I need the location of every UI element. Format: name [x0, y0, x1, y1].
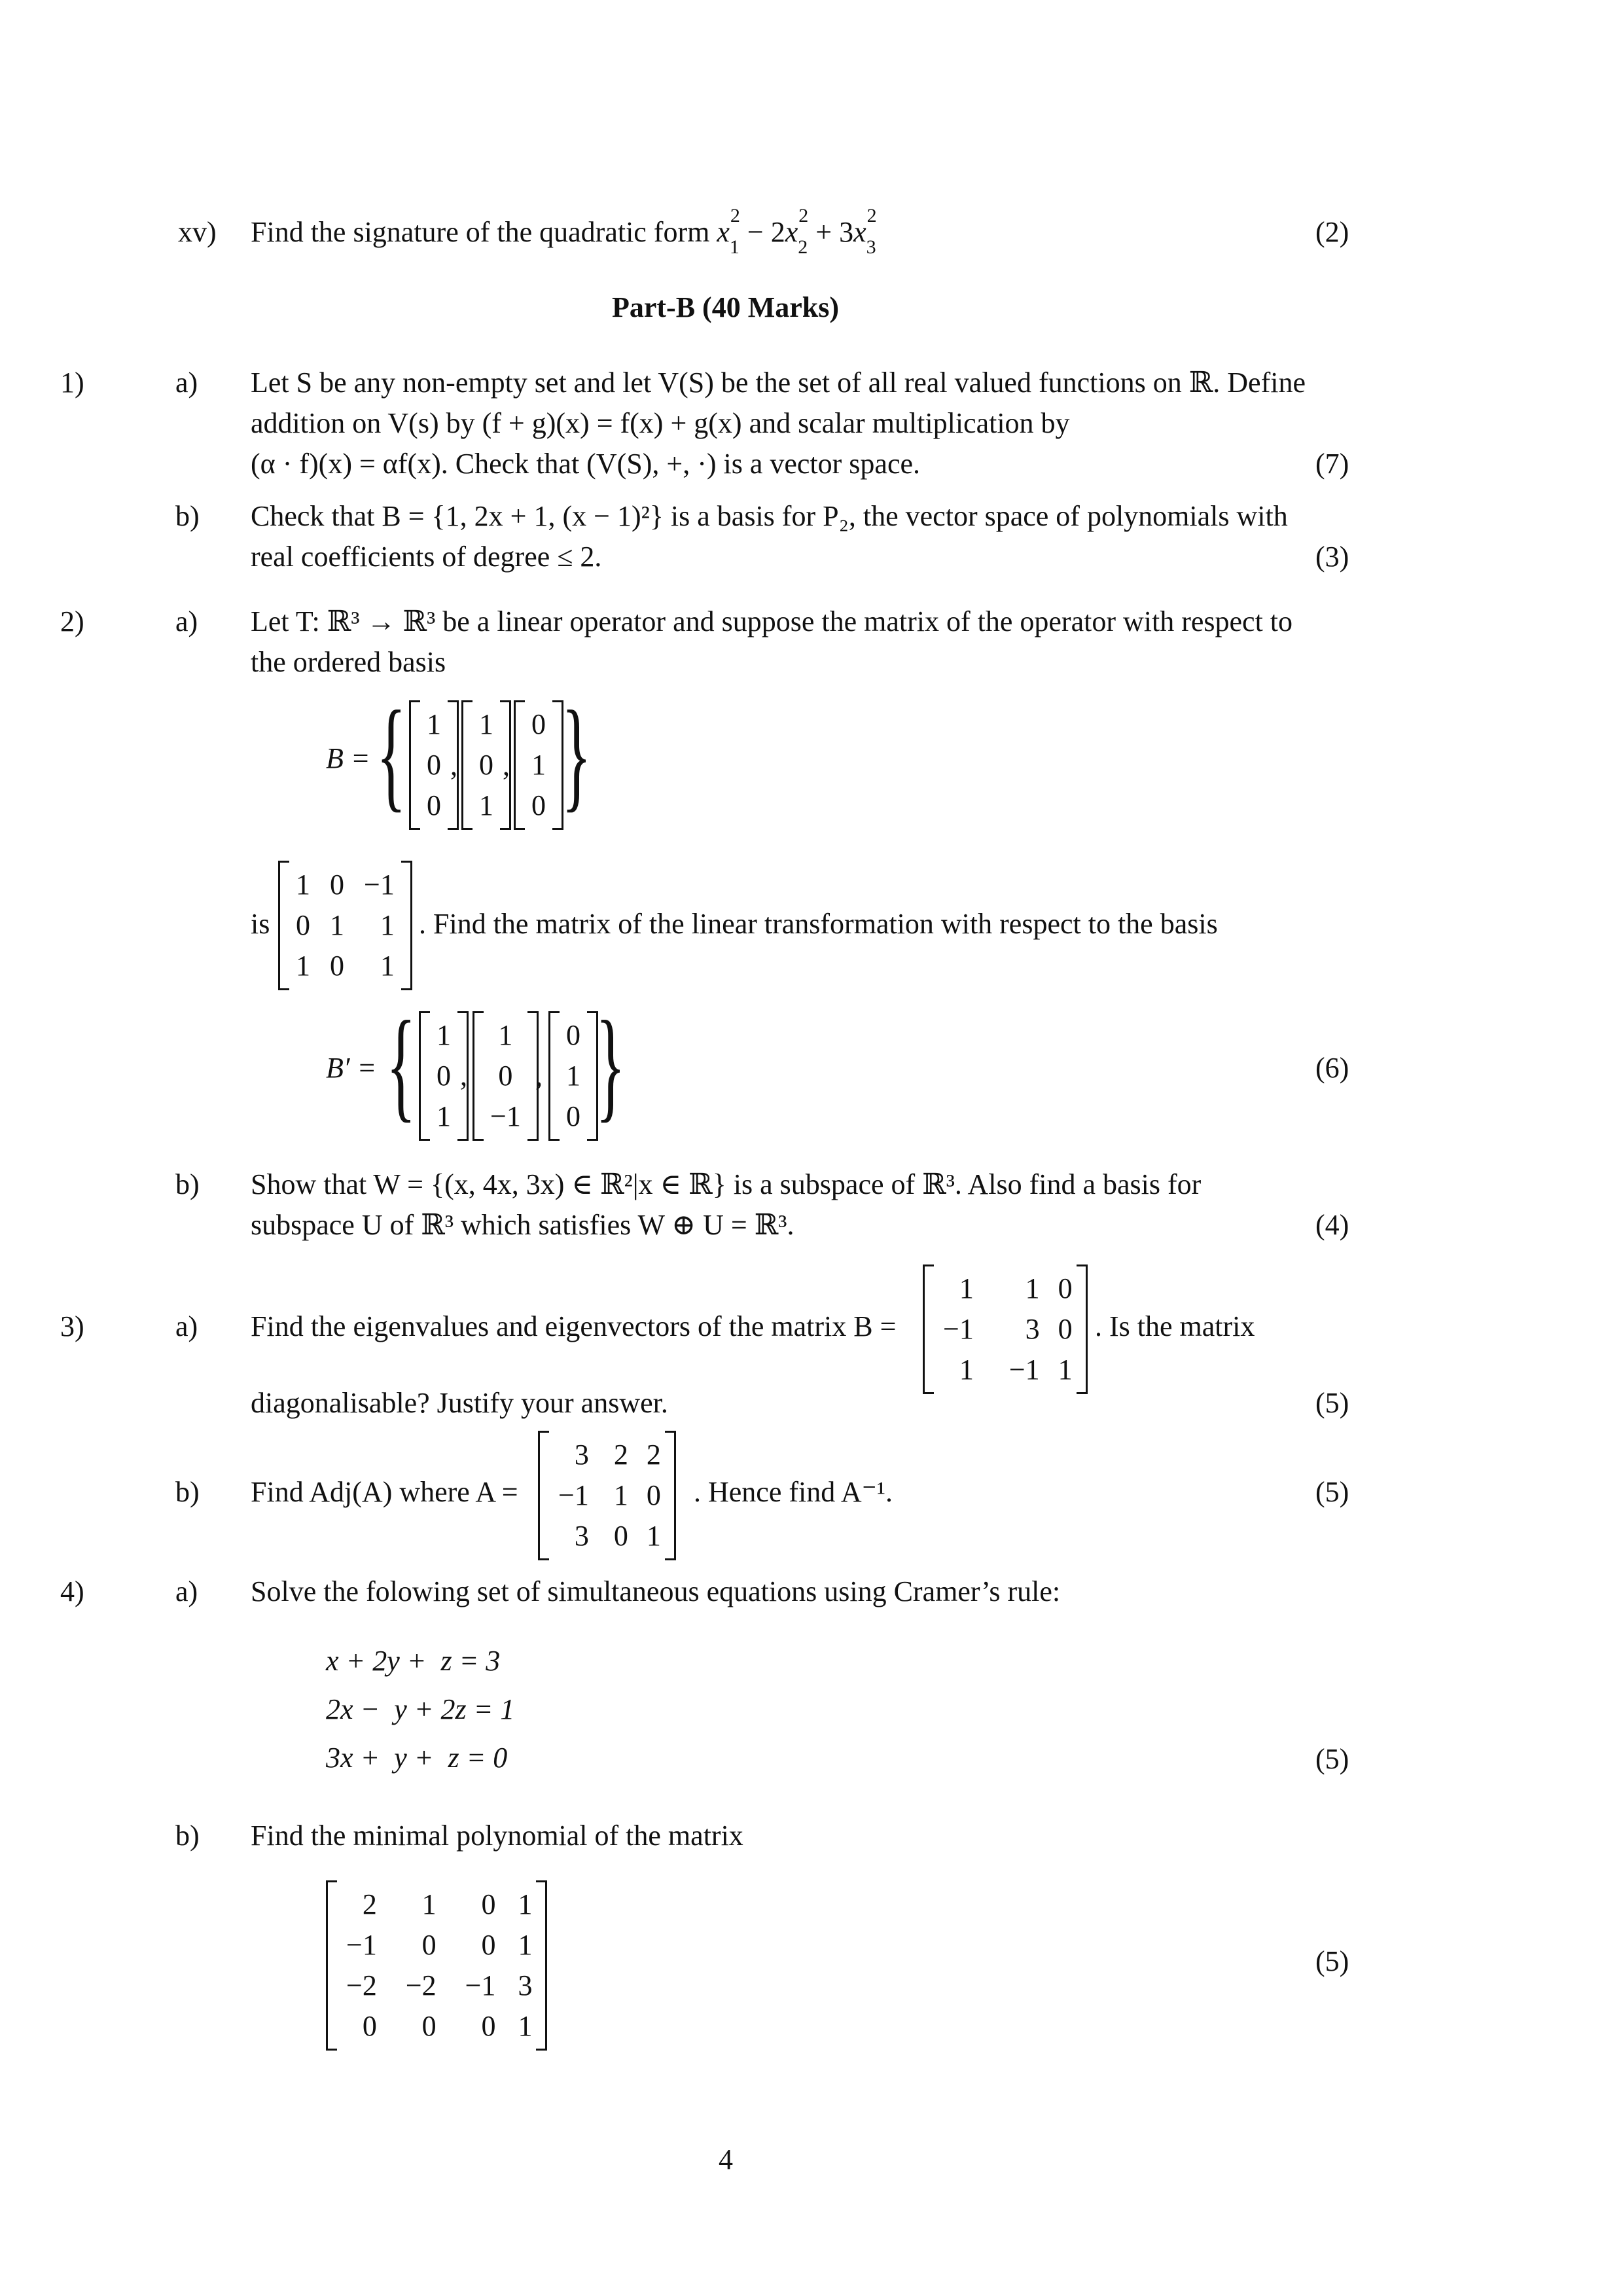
- basis-bprime-right-brace: }: [596, 996, 626, 1134]
- basis-b-left-brace: {: [376, 686, 406, 823]
- q2a-after-matrix: . Find the matrix of the linear transformation with respect to the basis: [419, 908, 1218, 940]
- basis-b-vector-1: 1 0 0: [409, 700, 459, 830]
- q4b-matrix: 2 −1 −2 0 1 0 −2 0 0 0 −1 0 1 1 3 1: [326, 1880, 547, 2051]
- q1b-marks: (3): [1315, 541, 1349, 573]
- part-b-heading: Part-B (40 Marks): [612, 291, 840, 323]
- q1a-line3: (α · f)(x) = αf(x). Check that (V(S), +, ·) is a vector space.: [251, 448, 921, 480]
- question-3-number: 3): [60, 1310, 84, 1342]
- q3a-matrix-b: 1 −1 1 1 3 −1 0 0 1: [923, 1265, 1088, 1394]
- q3b-marks: (5): [1315, 1476, 1349, 1508]
- q3b-label: b): [175, 1476, 200, 1508]
- q2a-line2: the ordered basis: [251, 646, 446, 678]
- q1a-line1: Let S be any non-empty set and let V(S) be the set of all real valued functions on ℝ. Define: [251, 367, 1306, 399]
- q2a-label: a): [175, 605, 198, 637]
- q4a-text: Solve the folowing set of simultaneous equations using Cramer’s rule:: [251, 1575, 1061, 1607]
- basis-bprime-vector-2: 1 0 −1: [473, 1011, 539, 1141]
- q3b-text-before: Find Adj(A) where A =: [251, 1476, 518, 1508]
- q3a-marks: (5): [1315, 1387, 1349, 1419]
- q2b-line2: subspace U of ℝ³ which satisfies W ⊕ U = ℝ³.: [251, 1209, 794, 1241]
- page-number: 4: [719, 2144, 733, 2176]
- basis-bprime-vector-3: 0 1 0: [548, 1011, 598, 1141]
- marks-xv: (2): [1315, 216, 1349, 248]
- q3b-matrix-a: 3 −1 3 2 1 0 2 0 1: [538, 1431, 676, 1560]
- q1a-label: a): [175, 367, 198, 399]
- q1a-line2: addition on V(s) by (f + g)(x) = f(x) + g(x) and scalar multiplication by: [251, 407, 1070, 439]
- basis-bprime-vector-1: 1 0 1: [419, 1011, 469, 1141]
- q3a-text-before: Find the eigenvalues and eigenvectors of the matrix B =: [251, 1310, 897, 1342]
- operator-matrix: 1 0 1 0 1 0 −1 1 1: [278, 861, 412, 990]
- q3a-text-after: . Is the matrix: [1095, 1310, 1255, 1342]
- q3b-text-after: . Hence find A⁻¹.: [694, 1476, 893, 1508]
- question-4-number: 4): [60, 1575, 84, 1607]
- q2a-marks: (6): [1315, 1052, 1349, 1084]
- basis-b-vector-2: 1 0 1: [461, 700, 511, 830]
- q4b-label: b): [175, 1820, 200, 1852]
- q2b-line1: Show that W = {(x, 4x, 3x) ∈ ℝ²|x ∈ ℝ} is a subspace of ℝ³. Also find a basis for: [251, 1168, 1202, 1200]
- q4a-equations: [326, 1647, 514, 1792]
- equation-1: x + 2y + z = 3: [326, 1645, 501, 1677]
- q4b-marks: (5): [1315, 1945, 1349, 1977]
- is-word: is: [251, 908, 270, 940]
- basis-b-vector-3: 0 1 0: [514, 700, 563, 830]
- q4a-marks: (5): [1315, 1743, 1349, 1775]
- basis-bprime-label: B′ =: [326, 1052, 377, 1084]
- question-1-number: 1): [60, 367, 84, 399]
- signature-question: Find the signature of the quadratic form $x_1^2 - 2x_2^2 + 3x_3^2$: [251, 205, 877, 258]
- q4a-label: a): [175, 1575, 198, 1607]
- q4b-text: Find the minimal polynomial of the matrix: [251, 1820, 743, 1852]
- basis-b-right-brace: }: [562, 686, 592, 823]
- equation-3: 3x + y + z = 0: [326, 1742, 508, 1774]
- equation-2: 2x − y + 2z = 1: [326, 1693, 515, 1725]
- basis-b-label: B =: [326, 742, 370, 774]
- q2b-label: b): [175, 1168, 200, 1200]
- q1b-line2: real coefficients of degree ≤ 2.: [251, 541, 602, 573]
- question-2-number: 2): [60, 605, 84, 637]
- q3a-line2: diagonalisable? Justify your answer.: [251, 1387, 668, 1419]
- basis-bprime-left-brace: {: [386, 996, 416, 1134]
- q2a-line1: Let T: ℝ³ → ℝ³ be a linear operator and suppose the matrix of the operator with respect to: [251, 605, 1293, 637]
- q3a-label: a): [175, 1310, 198, 1342]
- q1a-marks: (7): [1315, 448, 1349, 480]
- q2b-marks: (4): [1315, 1209, 1349, 1241]
- q1b-label: b): [175, 500, 200, 532]
- q1b-line1: Check that B = {1, 2x + 1, (x − 1)²} is a basis for P₂, the vector space of polynomials with: [251, 500, 1288, 532]
- item-label-xv: xv): [178, 216, 217, 248]
